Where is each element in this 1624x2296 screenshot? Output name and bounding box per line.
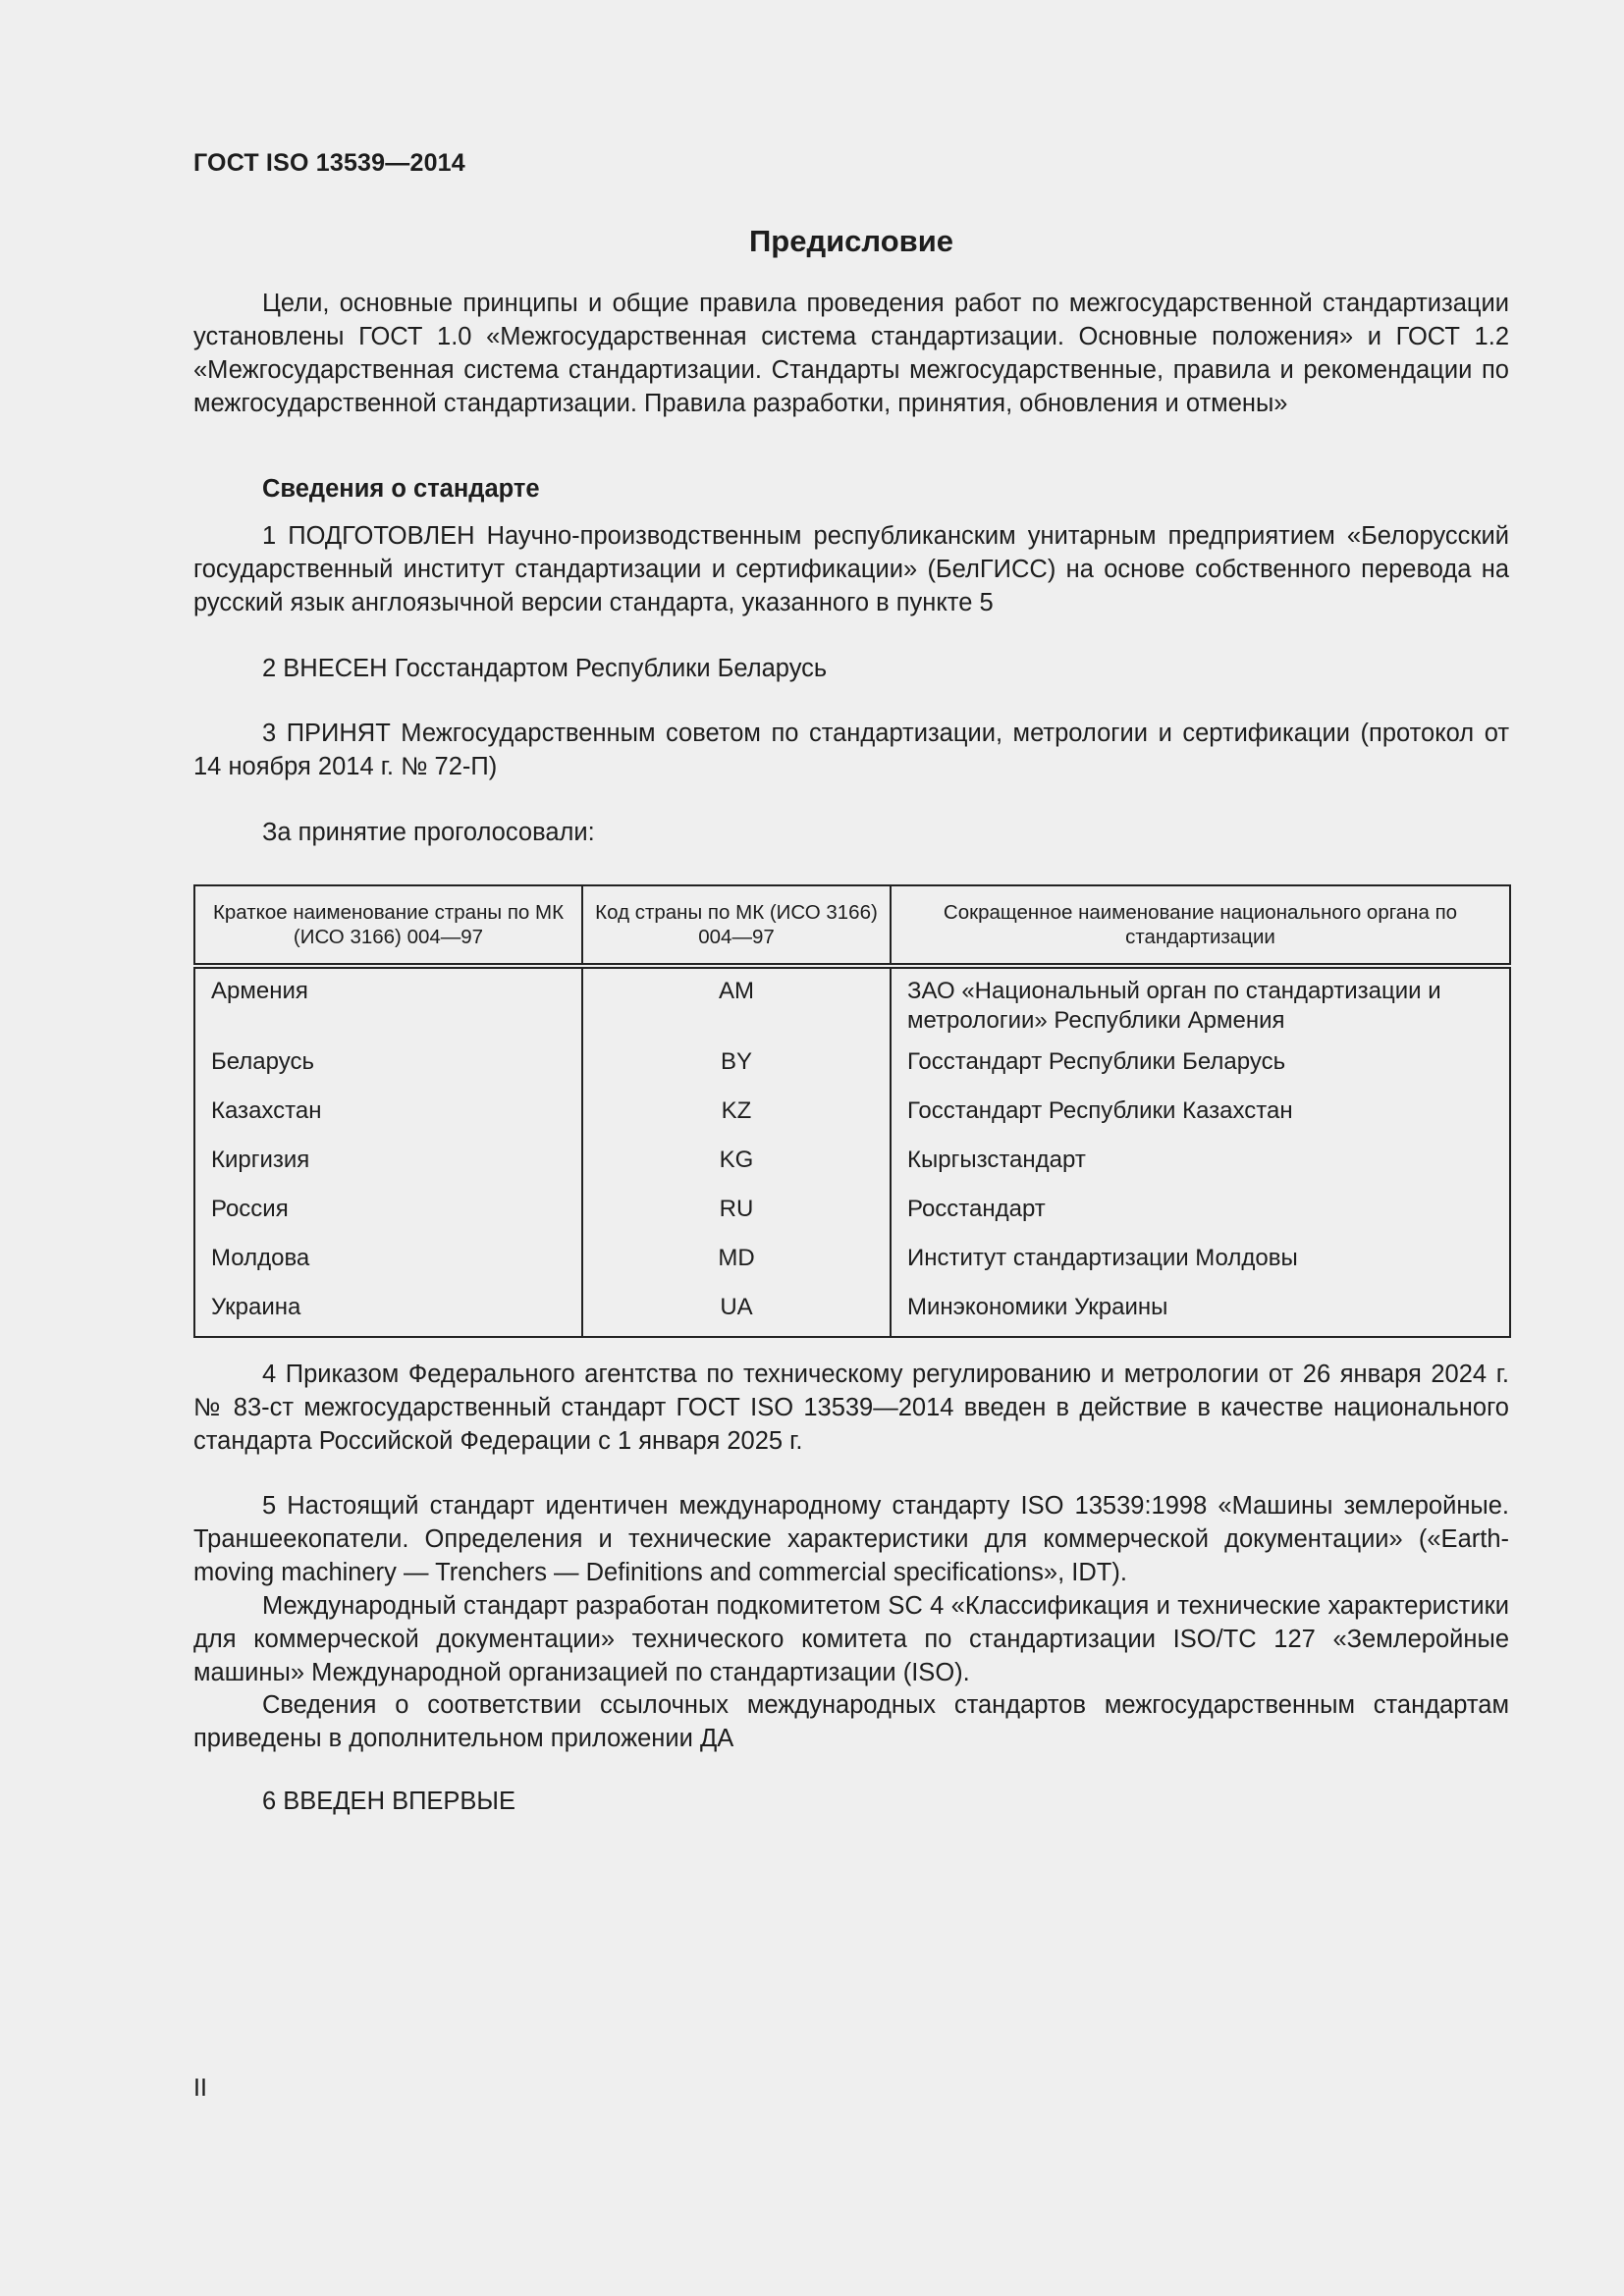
code-cell: BY xyxy=(582,1047,891,1096)
code-cell: UA xyxy=(582,1293,891,1337)
table-header-row xyxy=(194,885,1510,966)
body-cell: Минэкономики Украины xyxy=(891,1293,1510,1337)
page-number: II xyxy=(193,2074,207,2102)
body-cell: Росстандарт xyxy=(891,1195,1510,1244)
table-row xyxy=(194,1195,1510,1244)
table-row xyxy=(194,1047,1510,1096)
page-title: Предисловие xyxy=(748,224,953,258)
country-cell: Киргизия xyxy=(194,1146,582,1195)
header-country-code: Код страны по МК (ИСО 3166) 004—97 xyxy=(582,885,891,966)
header-standards-body: Сокращенное наименование национального органа по стандартизации xyxy=(891,885,1510,966)
country-cell: Армения xyxy=(194,966,582,1047)
table-row xyxy=(194,1244,1510,1293)
country-cell: Россия xyxy=(194,1195,582,1244)
code-cell: AM xyxy=(582,966,891,1047)
body-cell: Кыргызстандарт xyxy=(891,1146,1510,1195)
item-1-prepared: 1 ПОДГОТОВЛЕН Научно-производственным республиканским унитарным предприятием «Белорусский государственный институт стандартизации и сертификации» (БелГИСС) на основе собственного перевода на русский язык англоязычной версии стандарта, указанного в пункте 5 xyxy=(193,522,1509,616)
table-row xyxy=(194,966,1510,1047)
body-cell: ЗАО «Национальный орган по стандартизации и метрологии» Республики Армения xyxy=(891,966,1510,1047)
country-cell: Молдова xyxy=(194,1244,582,1293)
table-row xyxy=(194,1293,1510,1337)
item-5-developer: Международный стандарт разработан подкомитетом SC 4 «Классификация и технические характеристики для коммерческой документации» технического комитета по стандартизации ISO/TC 127 «Землеройные машины» Международной организацией по стандартизации (ISO). xyxy=(193,1592,1509,1686)
standard-info-heading: Сведения о стандарте xyxy=(262,475,540,503)
document-code-header: ГОСТ ISO 13539—2014 xyxy=(193,149,465,177)
item-5-identity: 5 Настоящий стандарт идентичен международному стандарту ISO 13539:1998 «Машины землеройные. Траншеекопатели. Определения и технические характеристики для коммерческой документации» («Earth-moving machinery — Trenchers — Definitions and commercial specifications», IDT). xyxy=(193,1492,1509,1586)
body-cell: Институт стандартизации Молдовы xyxy=(891,1244,1510,1293)
item-4-order: 4 Приказом Федерального агентства по техническому регулированию и метрологии от 26 января 2024 г. № 83-ст межгосударственный стандарт ГОСТ ISO 13539—2014 введен в действие в качестве национального стандарта Российской Федерации с 1 января 2025 г. xyxy=(193,1361,1509,1455)
intro-paragraph: Цели, основные принципы и общие правила проведения работ по межгосударственной стандартизации установлены ГОСТ 1.0 «Межгосударственная система стандартизации. Основные положения» и ГОСТ 1.2 «Межгосударственная система стандартизации. Стандарты межгосударственные, правила и рекомендации по межгосударственной стандартизации. Правила разработки, принятия, обновления и отмены» xyxy=(193,290,1509,417)
body-cell: Госстандарт Республики Беларусь xyxy=(891,1047,1510,1096)
voting-members-table xyxy=(193,884,1511,1338)
body-cell: Госстандарт Республики Казахстан xyxy=(891,1096,1510,1146)
code-cell: KG xyxy=(582,1146,891,1195)
code-cell: RU xyxy=(582,1195,891,1244)
code-cell: MD xyxy=(582,1244,891,1293)
header-country: Краткое наименование страны по МК (ИСО 3166) 004—97 xyxy=(194,885,582,966)
voted-label: За принятие проголосовали: xyxy=(262,819,595,846)
country-cell: Казахстан xyxy=(194,1096,582,1146)
country-cell: Украина xyxy=(194,1293,582,1337)
table-row xyxy=(194,1146,1510,1195)
item-5-references: Сведения о соответствии ссылочных международных стандартов межгосударственным стандартам приведены в дополнительном приложении ДА xyxy=(193,1691,1509,1752)
item-6-introduced: 6 ВВЕДЕН ВПЕРВЫЕ xyxy=(262,1788,516,1815)
table-row xyxy=(194,1096,1510,1146)
code-cell: KZ xyxy=(582,1096,891,1146)
item-3-adopted: 3 ПРИНЯТ Межгосударственным советом по стандартизации, метрологии и сертификации (протокол от 14 ноября 2014 г. № 72-П) xyxy=(193,720,1509,780)
country-cell: Беларусь xyxy=(194,1047,582,1096)
item-2-submitted: 2 ВНЕСЕН Госстандартом Республики Беларусь xyxy=(262,655,828,682)
